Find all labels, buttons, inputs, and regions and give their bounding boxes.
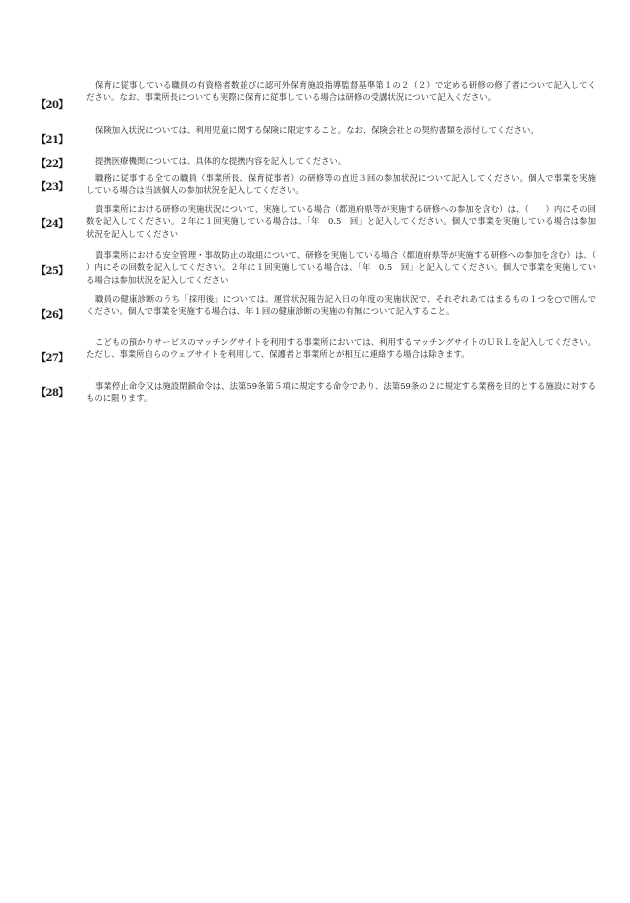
note-text: 事業停止命令又は施設閉鎖命令は、法第59条第５項に規定する命令であり、法第59条の２に規定する業務を目的とする施設に対するものに限ります。 [86, 381, 596, 404]
note-text: 貴事業所における安全管理・事故防止の取組について、研修を実施している場合（都道府県等が実施する研修への参加を含む）は、（ ）内にその回数を記入してください。２年に１回実施している場合は、「年 0.5 回」と記入してください。個人で事業を実施している場合は参加状況を記入してください [86, 250, 613, 285]
note-marker: 【24】 [36, 219, 68, 230]
note-text: こどもの預かりサービスのマッチングサイトを利用する事業所においては、利用するマッチングサイトのＵＲＬを記入してください。ただし、事業所自らのウェブサイトを利用して、保護者と事業所とが相互に連絡する場合は除きます。 [86, 337, 596, 360]
note-text: 職員の健康診断のうち「採用後」については、運営状況報告記入日の年度の実施状況で、それぞれあてはまるもの１つを○で囲んでください。個人で事業を実施する場合は、年１回の健康診断の実施の有無について記入すること。 [86, 294, 596, 317]
note-marker: 【20】 [36, 100, 68, 111]
note-text: 職務に従事する全ての職員（事業所長、保育従事者）の研修等の直近３回の参加状況について記入してください。個人で事業を実施している場合は当該個人の参加状況を記入してください。 [86, 173, 596, 196]
note-text: 提携医療機関については、具体的な提携内容を記入してください。 [95, 156, 347, 166]
note-marker: 【23】 [36, 182, 68, 193]
note-marker: 【26】 [36, 310, 68, 321]
note-text: 貴事業所における研修の実施状況について、実施している場合（都道府県等が実施する研修への参加を含む）は、（ ）内にその回数を記入してください。２年に１回実施している場合は、「年 0.5 回」と記入してください。個人で事業を実施している場合は参加状況を記入してください [86, 204, 596, 239]
note-text: 保険加入状況については、利用児童に関する保険に限定すること。なお、保険会社との契約書類を添付してください。 [95, 125, 539, 135]
note-marker: 【27】 [36, 353, 68, 364]
note-marker: 【21】 [36, 135, 68, 146]
note-text: 保育に従事している職員の有資格者数並びに認可外保育施設指導監督基準第１の２（２）で定める研修の修了者について記入してください。なお、事業所長についても実際に保育に従事している場合は研修の受講状況について記入ください。 [86, 80, 596, 103]
note-marker: 【22】 [36, 159, 68, 170]
note-marker: 【25】 [36, 266, 68, 277]
note-marker: 【28】 [36, 388, 68, 399]
